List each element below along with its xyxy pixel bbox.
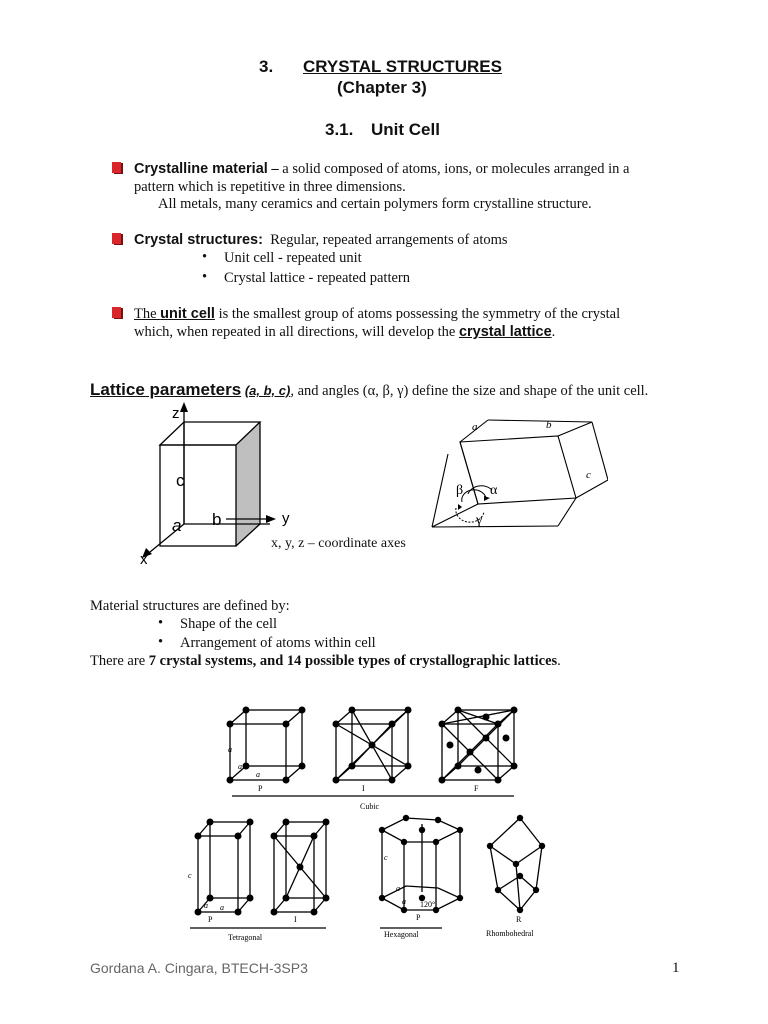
list-item: Arrangement of atoms within cell xyxy=(180,635,376,651)
param-b-label: b xyxy=(546,419,552,431)
unit-cell-definition xyxy=(134,305,620,323)
bullet-square xyxy=(112,162,121,173)
label-hexagonal-angle: 120° xyxy=(420,900,436,909)
crystalline-material-definition xyxy=(134,160,629,178)
axis-y-label: y xyxy=(282,510,290,527)
label-cubic: Cubic xyxy=(360,802,380,811)
edge-c-label: c xyxy=(176,471,185,490)
crystal-structures-text: Regular, repeated arrangements of atoms xyxy=(270,232,508,248)
param-a-label: a xyxy=(472,421,478,433)
edge-b-label: b xyxy=(212,510,222,529)
coordinate-axes-caption xyxy=(271,536,406,552)
sentence-end: . xyxy=(557,653,561,669)
bullet-square xyxy=(112,233,121,244)
material-structures-intro: Material structures are defined by: xyxy=(90,598,290,614)
angle-gamma-label: γ xyxy=(476,513,483,528)
label-tetragonal-a-depth: a xyxy=(204,901,208,910)
sentence-start: There are xyxy=(90,653,149,669)
definition-line1: a solid composed of atoms, ions, or molecules arranged in a xyxy=(282,161,630,177)
unit-cell-definition-line2 xyxy=(134,323,555,341)
term-crystalline-material: Crystalline material xyxy=(134,161,268,177)
bullet-dot: • xyxy=(158,615,164,631)
bullet-dot: • xyxy=(158,634,164,650)
parallelepiped-diagram xyxy=(428,414,608,534)
lattice-parameters-line xyxy=(90,380,648,400)
dash: – xyxy=(267,161,283,177)
label-rhombohedral: Rhombohedral xyxy=(486,929,534,938)
label-tetragonal-c: c xyxy=(188,871,192,880)
label-hexagonal-a-2: a xyxy=(402,897,406,906)
label-cubic-a-depth: a xyxy=(238,762,242,771)
crystal-structures-definition xyxy=(134,231,508,249)
label-hexagonal: Hexagonal xyxy=(384,930,419,939)
footer-author: Gordana A. Cingara, BTECH-3SP3 xyxy=(90,960,308,976)
chapter-label: (Chapter 3) xyxy=(337,78,427,97)
bullet-square xyxy=(112,307,121,318)
lattice-parameters-title: Lattice parameters xyxy=(90,380,242,399)
label-cubic-p: P xyxy=(258,784,263,793)
unit-cell-text: is the smallest group of atoms possessing the symmetry of the crystal xyxy=(214,306,621,322)
list-item: Shape of the cell xyxy=(180,616,278,632)
list-item: Unit cell - repeated unit xyxy=(224,250,362,266)
sentence-bold: 7 crystal systems, and 14 possible types of crystallographic lattices xyxy=(148,653,558,669)
angle-beta-label: β xyxy=(456,483,464,498)
caption-text: x, y, z – coordinate axes xyxy=(271,536,406,551)
crystal-systems-sentence xyxy=(90,652,561,670)
tetragonal-p-lattice xyxy=(198,822,250,912)
label-tetragonal-p: P xyxy=(208,915,213,924)
the-word: The xyxy=(134,306,161,322)
bullet-dot: • xyxy=(202,269,208,285)
axis-x-label: x xyxy=(140,551,148,568)
edge-a-label: a xyxy=(172,516,182,535)
label-rhombohedral-r: R xyxy=(516,915,522,924)
subsection-number: 3.1. xyxy=(325,120,354,139)
label-tetragonal-a-bottom: a xyxy=(220,903,224,912)
label-hexagonal-p: P xyxy=(416,913,421,922)
page-number: 1 xyxy=(672,960,680,976)
period: . xyxy=(551,324,556,340)
lattice-parameters-abc: (a, b, c) xyxy=(244,383,291,398)
label-cubic-f: F xyxy=(474,784,479,793)
axis-z-label: z xyxy=(172,405,180,422)
term-unit-cell: unit cell xyxy=(160,306,215,322)
label-cubic-a-bottom: a xyxy=(256,770,260,779)
bravais-lattices-figure xyxy=(170,700,570,950)
list-item: Crystal lattice - repeated pattern xyxy=(224,270,410,286)
label-tetragonal: Tetragonal xyxy=(228,933,263,942)
subsection-title: Unit Cell xyxy=(371,120,440,139)
angle-alpha-label: α xyxy=(490,483,498,498)
param-c-label: c xyxy=(586,469,591,481)
term-crystal-lattice: crystal lattice xyxy=(458,324,552,340)
label-hexagonal-c: c xyxy=(384,853,388,862)
term-crystal-structures: Crystal structures: xyxy=(134,232,263,248)
label-cubic-a-side: a xyxy=(228,745,232,754)
unit-cell-text-2: which, when repeated in all directions, will develop the xyxy=(134,324,459,340)
label-tetragonal-i: I xyxy=(294,915,297,924)
label-hexagonal-a-1: a xyxy=(396,884,400,893)
bullet-dot: • xyxy=(202,249,208,265)
lattice-parameters-text: , and angles (α, β, γ) define the size and shape of the unit cell. xyxy=(290,383,649,399)
page-title: CRYSTAL STRUCTURES xyxy=(303,57,502,76)
definition-line2: pattern which is repetitive in three dimensions. xyxy=(134,179,406,195)
label-cubic-i: I xyxy=(362,784,365,793)
crystalline-note: All metals, many ceramics and certain polymers form crystalline structure. xyxy=(158,196,592,212)
section-number: 3. xyxy=(259,57,274,76)
